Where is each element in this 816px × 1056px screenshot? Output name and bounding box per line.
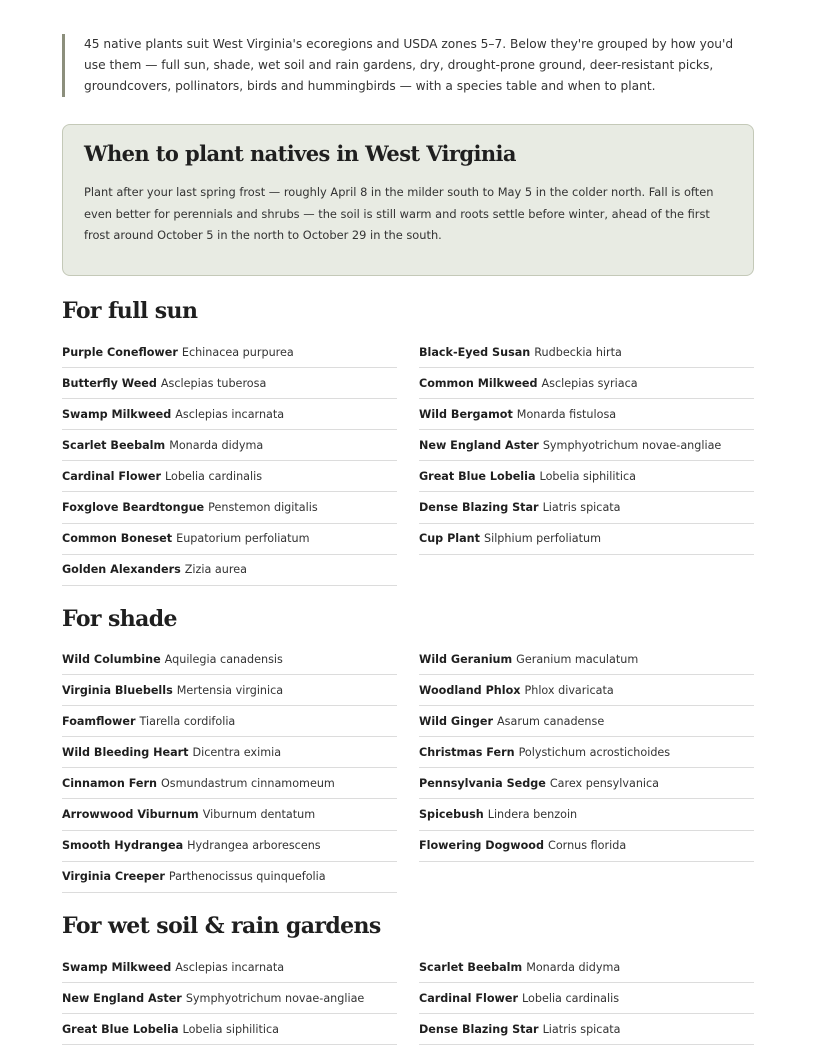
- plant-common-name: Cardinal Flower: [419, 991, 518, 1005]
- plant-latin-name: Monarda didyma: [169, 438, 264, 452]
- plant-latin-name: Viburnum dentatum: [202, 808, 316, 822]
- section-title-shade: For shade: [62, 606, 177, 632]
- plant-latin-name: Dicentra eximia: [192, 745, 282, 759]
- plant-item: [419, 675, 754, 706]
- plant-common-name: Foamflower: [62, 714, 136, 728]
- plant-item: [419, 461, 754, 492]
- plant-latin-name: Asclepias syriaca: [541, 376, 638, 390]
- plant-item: [62, 430, 397, 461]
- plant-latin-name: Lobelia siphilitica: [182, 1022, 279, 1036]
- plant-common-name: New England Aster: [62, 991, 182, 1005]
- plant-list-shade: [62, 644, 754, 893]
- plant-common-name: New England Aster: [419, 438, 539, 452]
- plant-common-name: Virginia Bluebells: [62, 683, 173, 697]
- plant-common-name: Pennsylvania Sedge: [419, 776, 546, 790]
- plant-item: [62, 399, 397, 430]
- plant-list-full-sun: [62, 337, 754, 586]
- planting-time-callout: [62, 124, 754, 276]
- plant-common-name: Woodland Phlox: [419, 683, 521, 697]
- plant-list-wet-soil: [62, 952, 754, 1045]
- plant-latin-name: Eupatorium perfoliatum: [176, 532, 310, 546]
- plant-common-name: Spicebush: [419, 808, 484, 822]
- plant-item: [419, 768, 754, 799]
- plant-common-name: Great Blue Lobelia: [62, 1022, 179, 1036]
- plant-common-name: Cardinal Flower: [62, 469, 161, 483]
- plant-latin-name: Liatris spicata: [542, 1022, 621, 1036]
- plant-common-name: Arrowwood Viburnum: [62, 808, 199, 822]
- plant-item: [62, 1014, 397, 1045]
- section-title-full-sun: For full sun: [62, 298, 198, 324]
- plant-latin-name: Symphyotrichum novae-angliae: [542, 438, 722, 452]
- plant-latin-name: Geranium maculatum: [516, 652, 639, 666]
- plant-common-name: Wild Bergamot: [419, 407, 513, 421]
- plant-item: [62, 831, 397, 862]
- plant-common-name: Christmas Fern: [419, 745, 515, 759]
- plant-latin-name: Echinacea purpurea: [181, 345, 294, 359]
- plant-item: [62, 768, 397, 799]
- plant-item: [419, 831, 754, 862]
- plant-latin-name: Polystichum acrostichoides: [518, 745, 671, 759]
- plant-common-name: Great Blue Lobelia: [419, 469, 536, 483]
- plant-item: [419, 368, 754, 399]
- plant-common-name: Dense Blazing Star: [419, 1022, 539, 1036]
- plant-item: [419, 337, 754, 368]
- plant-common-name: Wild Bleeding Heart: [62, 745, 189, 759]
- plant-common-name: Wild Geranium: [419, 652, 513, 666]
- plant-common-name: Wild Ginger: [419, 714, 494, 728]
- plant-latin-name: Penstemon digitalis: [208, 501, 318, 515]
- plant-latin-name: Phlox divaricata: [524, 683, 614, 697]
- plant-common-name: Swamp Milkweed: [62, 960, 172, 974]
- plant-latin-name: Lobelia cardinalis: [521, 991, 620, 1005]
- plant-item: [62, 644, 397, 675]
- plant-common-name: Foxglove Beardtongue: [62, 501, 205, 515]
- plant-latin-name: Cornus florida: [548, 839, 627, 853]
- plant-item: [62, 461, 397, 492]
- plant-item: [419, 644, 754, 675]
- plant-item: [419, 737, 754, 768]
- plant-item: [62, 492, 397, 523]
- plant-latin-name: Monarda fistulosa: [516, 407, 617, 421]
- plant-latin-name: Asarum canadense: [497, 714, 605, 728]
- plant-common-name: Cinnamon Fern: [62, 776, 157, 790]
- plant-common-name: Wild Columbine: [62, 652, 161, 666]
- plant-item: [62, 952, 397, 983]
- plant-common-name: Flowering Dogwood: [419, 839, 545, 853]
- plant-latin-name: Liatris spicata: [542, 501, 621, 515]
- intro-paragraph: 45 native plants suit West Virginia's ecoregions and USDA zones 5–7. Below they're grouped by how you'd use them — full sun, shade, wet soil and rain gardens, dry, drought-prone ground, deer-resistant picks, groundcovers, pollinators, birds and hummingbirds — with a species table and when to plant.: [62, 34, 754, 97]
- plant-latin-name: Mertensia virginica: [176, 683, 284, 697]
- plant-common-name: Purple Coneflower: [62, 345, 178, 359]
- plant-item: [62, 555, 397, 586]
- callout-body: Plant after your last spring frost — roughly April 8 in the milder south to May 5 in the colder north. Fall is often even better for perennials and shrubs — the soil is still warm and roots settle before winter, ahead of the first frost around October 5 in the north to October 29 in the south.: [84, 185, 714, 243]
- plant-item: [419, 524, 754, 555]
- plant-item: [419, 706, 754, 737]
- plant-common-name: Swamp Milkweed: [62, 407, 172, 421]
- plant-latin-name: Asclepias tuberosa: [160, 376, 267, 390]
- plant-item: [62, 737, 397, 768]
- callout-title: When to plant natives in West Virginia: [84, 141, 516, 166]
- plant-latin-name: Silphium perfoliatum: [483, 532, 601, 546]
- plant-latin-name: Tiarella cordifolia: [139, 714, 236, 728]
- plant-common-name: Scarlet Beebalm: [62, 438, 166, 452]
- plant-latin-name: Aquilegia canadensis: [164, 652, 283, 666]
- plant-item: [419, 399, 754, 430]
- plant-latin-name: Carex pensylvanica: [549, 776, 660, 790]
- plant-latin-name: Asclepias incarnata: [175, 960, 285, 974]
- plant-common-name: Black-Eyed Susan: [419, 345, 531, 359]
- plant-item: [419, 1014, 754, 1045]
- plant-item: [62, 368, 397, 399]
- plant-item: [62, 524, 397, 555]
- plant-item: [62, 675, 397, 706]
- plant-item: [419, 430, 754, 461]
- plant-latin-name: Asclepias incarnata: [175, 407, 285, 421]
- plant-item: [419, 952, 754, 983]
- plant-common-name: Common Milkweed: [419, 376, 538, 390]
- plant-latin-name: Osmundastrum cinnamomeum: [160, 776, 335, 790]
- plant-item: [62, 862, 397, 893]
- plant-item: [62, 799, 397, 830]
- plant-latin-name: Monarda didyma: [526, 960, 621, 974]
- plant-common-name: Scarlet Beebalm: [419, 960, 523, 974]
- plant-item: [62, 706, 397, 737]
- plant-latin-name: Lindera benzoin: [487, 808, 578, 822]
- plant-common-name: Smooth Hydrangea: [62, 839, 184, 853]
- plant-common-name: Butterfly Weed: [62, 376, 157, 390]
- plant-common-name: Golden Alexanders: [62, 563, 181, 577]
- plant-item: [419, 799, 754, 830]
- plant-latin-name: Parthenocissus quinquefolia: [168, 870, 326, 884]
- plant-latin-name: Rudbeckia hirta: [534, 345, 622, 359]
- plant-item: [62, 983, 397, 1014]
- plant-latin-name: Lobelia cardinalis: [164, 469, 263, 483]
- plant-latin-name: Symphyotrichum novae-angliae: [185, 991, 365, 1005]
- plant-latin-name: Zizia aurea: [184, 563, 247, 577]
- plant-latin-name: Lobelia siphilitica: [539, 469, 636, 483]
- plant-item: [419, 492, 754, 523]
- plant-item: [62, 337, 397, 368]
- plant-common-name: Cup Plant: [419, 532, 480, 546]
- plant-latin-name: Hydrangea arborescens: [187, 839, 321, 853]
- plant-item: [419, 983, 754, 1014]
- plant-common-name: Common Boneset: [62, 532, 173, 546]
- section-title-wet-soil: For wet soil & rain gardens: [62, 913, 381, 939]
- plant-common-name: Virginia Creeper: [62, 870, 165, 884]
- plant-common-name: Dense Blazing Star: [419, 501, 539, 515]
